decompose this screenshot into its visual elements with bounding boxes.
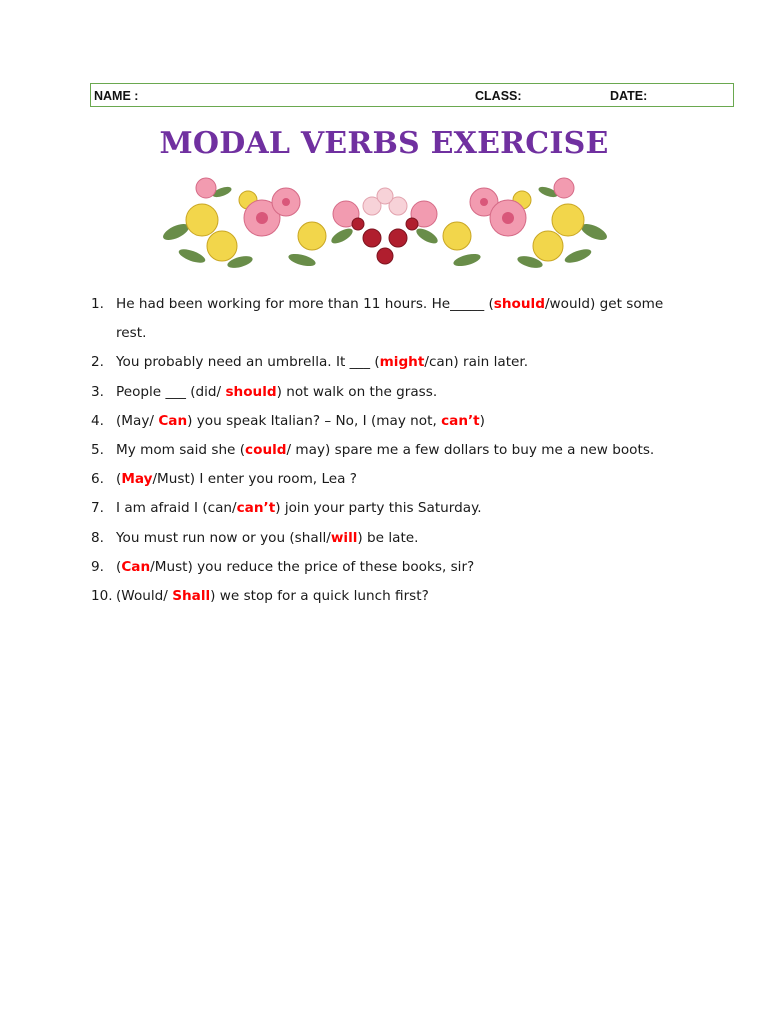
- exercise-text: /can) rain later.: [424, 354, 529, 371]
- exercise-text: (: [116, 471, 122, 488]
- exercise-text: / may) spare me a few dollars to buy me a new boots.: [286, 442, 655, 459]
- exercise-item-10: [91, 582, 691, 611]
- exercise-text: ) you speak Italian? – No, I (may not,: [187, 412, 442, 429]
- exercise-text: He had been working for more than 11 hours. He_____ (: [116, 296, 494, 312]
- exercise-text: (May/: [116, 412, 159, 429]
- exercise-text: ) not walk on the grass.: [276, 383, 438, 400]
- exercise-number: 7.: [91, 500, 104, 517]
- exercise-number: 8.: [91, 529, 104, 546]
- answer-text: might: [379, 354, 425, 371]
- exercise-number: 10.: [91, 588, 113, 605]
- exercise-text: ) join your party this Saturday.: [275, 500, 482, 517]
- exercise-item-3: [91, 378, 691, 407]
- exercise-number: 9.: [91, 558, 104, 575]
- exercise-text: ): [479, 412, 485, 429]
- exercise-text: I am afraid I (can/: [116, 500, 237, 517]
- exercise-text: People ___ (did/: [116, 383, 226, 400]
- exercise-list: [91, 290, 691, 611]
- answer-text: May: [121, 471, 153, 488]
- exercise-text: /Must) you reduce the price of these books, sir?: [150, 558, 475, 575]
- exercise-number: 2.: [91, 354, 104, 371]
- exercise-text: (: [116, 558, 122, 575]
- exercise-item-7: [91, 494, 691, 523]
- date-label: DATE:: [610, 89, 648, 103]
- answer-text: can’t: [441, 412, 480, 429]
- answer-text: could: [245, 442, 287, 459]
- exercise-number: 3.: [91, 383, 104, 400]
- student-info-box: [90, 83, 734, 107]
- answer-text: will: [330, 529, 358, 546]
- exercise-item-4: [91, 407, 691, 436]
- exercise-text: /Must) I enter you room, Lea ?: [152, 471, 358, 488]
- answer-text: Can: [121, 558, 151, 575]
- answer-text: should: [225, 383, 277, 400]
- exercise-text: My mom said she (: [116, 442, 246, 459]
- exercise-number: 1.: [91, 296, 104, 312]
- exercise-number: 6.: [91, 471, 104, 488]
- page-title: MODAL VERBS EXERCISE: [159, 126, 609, 161]
- exercise-item-6: [91, 465, 691, 494]
- exercise-number: 4.: [91, 412, 104, 429]
- exercise-text: ) we stop for a quick lunch first?: [210, 588, 429, 605]
- exercise-text: (Would/: [116, 588, 173, 605]
- name-label: NAME :: [94, 89, 139, 103]
- exercise-text: ) be late.: [357, 529, 419, 546]
- exercise-item-9: [91, 553, 691, 582]
- answer-text: can’t: [236, 500, 276, 517]
- answer-text: Shall: [172, 588, 211, 605]
- exercise-item-8: [91, 524, 691, 553]
- answer-text: Can: [158, 412, 188, 429]
- exercise-text: You probably need an umbrella. It ___ (: [116, 354, 380, 371]
- exercise-text: /would) get some rest.: [116, 296, 664, 342]
- exercise-text: You must run now or you (shall/: [116, 529, 331, 546]
- exercise-item-2: [91, 348, 691, 377]
- class-label: CLASS:: [475, 89, 522, 103]
- exercise-number: 5.: [91, 442, 104, 459]
- exercise-item-5: [91, 436, 691, 465]
- exercise-item-1: [91, 290, 691, 348]
- answer-text: should: [493, 296, 545, 312]
- flower-garland-image: [162, 176, 608, 272]
